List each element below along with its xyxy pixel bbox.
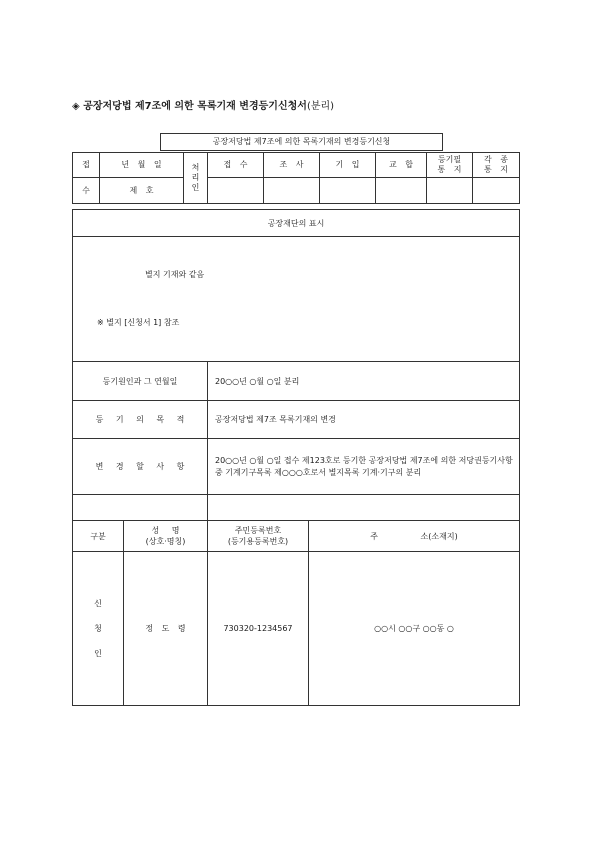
cause-date-value[interactable]: 20○○년 ○월 ○일 분리: [208, 362, 520, 401]
notify2-line: 각 종: [484, 155, 508, 164]
title-suffix: (분리): [306, 101, 335, 112]
party-id-header: [208, 521, 309, 552]
blank-label-cell: [73, 495, 208, 521]
cause-date-label: 등기원인과 그 연월일: [73, 362, 208, 401]
notify2-line: 통 지: [484, 165, 508, 174]
cheori-char: 처: [191, 163, 200, 172]
purpose-value[interactable]: 공장저당법 제7조 목록기재의 변경: [208, 401, 520, 439]
applicant-role-char: 신: [94, 599, 102, 608]
reception-box-notify2[interactable]: [473, 178, 520, 204]
applicant-name[interactable]: 정 도 령: [124, 552, 208, 706]
cheori-char: 인: [191, 183, 200, 192]
applicant-id[interactable]: 730320-1234567: [208, 552, 309, 706]
factory-description-cell: [73, 237, 520, 362]
attached-note: 별지 기재와 같음: [145, 270, 205, 279]
party-name-header: [124, 521, 208, 552]
id-header-text: 주민등록번호: [234, 526, 282, 535]
notify1-line: 등기필: [437, 155, 462, 164]
reception-col-notify1: [427, 153, 473, 178]
reception-col-jeopsu: 접 수: [208, 153, 264, 178]
reception-banner: 공장저당법 제7조에 의한 목록기재의 변경등기신청: [160, 133, 443, 151]
purpose-label: 등 기 의 목 적: [73, 401, 208, 439]
application-form-table: [72, 209, 520, 706]
reception-col-notify2: [473, 153, 520, 178]
document-title: [72, 97, 334, 112]
title-main: 공장저당법 제7조에 의한 목록기재 변경등기신청서: [83, 101, 307, 112]
applicant-role-cell: [73, 552, 124, 706]
notify1-line: 통 지: [437, 165, 462, 174]
cheori-char: 리: [191, 173, 200, 182]
applicant-address[interactable]: ○○시 ○○구 ○○동 ○: [309, 552, 520, 706]
reception-box-giip[interactable]: [320, 178, 376, 204]
party-address-header: 주 소(소재지): [309, 521, 520, 552]
reception-col-josa: 조 사: [264, 153, 320, 178]
reception-date-label: 년 월 일: [100, 153, 184, 178]
reception-box-gyohap[interactable]: [376, 178, 427, 204]
reception-jeop-label: 접: [73, 153, 100, 178]
id-header-sub: (등기용등록번호): [227, 537, 289, 546]
reception-number-label: 제 호: [100, 178, 184, 204]
section-heading: 공장재단의 표시: [73, 210, 520, 237]
blank-value-cell[interactable]: [208, 495, 520, 521]
reception-box-jeopsu[interactable]: [208, 178, 264, 204]
reference-note: ※ 별지 [신청서 1] 참조: [97, 318, 180, 327]
reception-box-notify1[interactable]: [427, 178, 473, 204]
change-items-label: 변 경 할 사 항: [73, 439, 208, 495]
reception-su-label: 수: [73, 178, 100, 204]
name-header-sub: (상호·명칭): [145, 537, 186, 546]
reception-table: [72, 152, 520, 204]
party-category-header: 구분: [73, 521, 124, 552]
title-bullet: ◈: [72, 101, 80, 112]
applicant-role-char: 인: [94, 649, 102, 658]
reception-box-josa[interactable]: [264, 178, 320, 204]
reception-col-giip: 기 입: [320, 153, 376, 178]
reception-cheori-label: [184, 153, 208, 204]
reception-col-gyohap: 교 합: [376, 153, 427, 178]
applicant-role-char: 청: [94, 624, 102, 633]
name-header-text: 성 명: [151, 526, 180, 535]
change-items-value[interactable]: 20○○년 ○월 ○일 접수 제123호로 등기한 공장저당법 제7조에 의한 저당권등기사항중 기계기구목록 제○○○호로서 별지목록 기계·기구의 분리: [208, 439, 520, 495]
